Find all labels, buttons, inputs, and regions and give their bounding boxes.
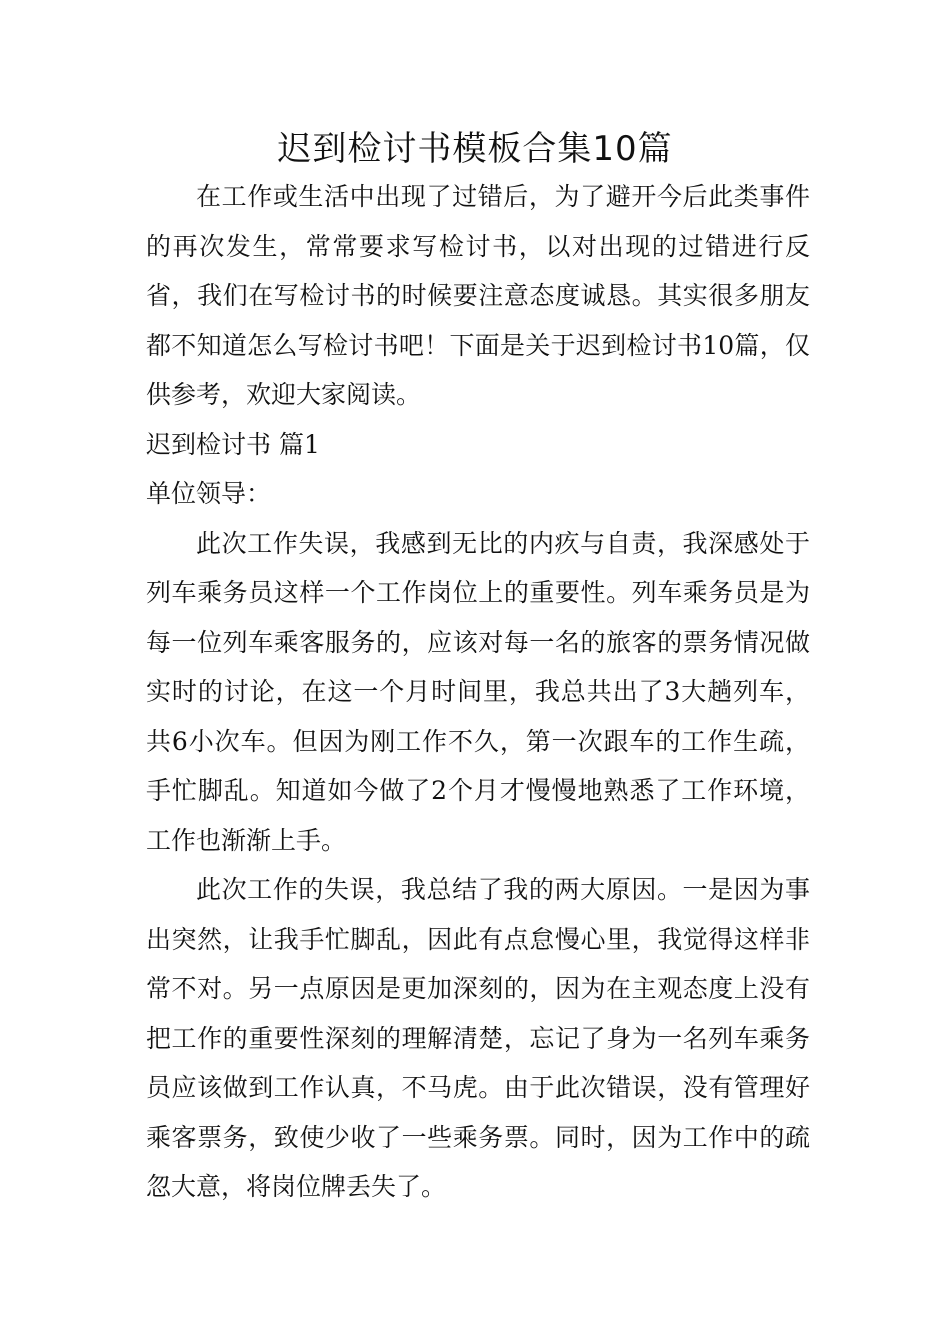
document-title: 迟到检讨书模板合集10篇 bbox=[277, 129, 673, 169]
document-body bbox=[146, 172, 810, 1212]
section-heading: 迟到检讨书 篇1 bbox=[146, 429, 320, 459]
body-paragraph-2: 此次工作的失误，我总结了我的两大原因。一是因为事出突然，让我手忙脚乱，因此有点怠慢心里，我觉得这样非常不对。另一点原因是更加深刻的，因为在主观态度上没有把工作的重要性深刻的理解清楚，忘记了身为一名列车乘务员应该做到工作认真，不马虎。由于此次错误，没有管理好乘客票务，致使少收了一些乘务票。同时，因为工作中的疏忽大意，将岗位牌丢失了。 bbox=[146, 875, 810, 1201]
salutation: 单位领导： bbox=[146, 479, 272, 508]
body-paragraph-1: 此次工作失误，我感到无比的内疚与自责，我深感处于列车乘务员这样一个工作岗位上的重要性。列车乘务员是为每一位列车乘客服务的，应该对每一名的旅客的票务情况做实时的讨论，在这一个月时间里，我总共出了3大趟列车，共6小次车。但因为刚工作不久，第一次跟车的工作生疏，手忙脚乱。知道如今做了2个月才慢慢地熟悉了工作环境，工作也渐渐上手。 bbox=[146, 528, 810, 855]
intro-paragraph: 在工作或生活中出现了过错后，为了避开今后此类事件的再次发生，常常要求写检讨书，以对出现的过错进行反省，我们在写检讨书的时候要注意态度诚恳。其实很多朋友都不知道怎么写检讨书吧！下面是关于迟到检讨书10篇，仅供参考，欢迎大家阅读。 bbox=[146, 182, 810, 409]
